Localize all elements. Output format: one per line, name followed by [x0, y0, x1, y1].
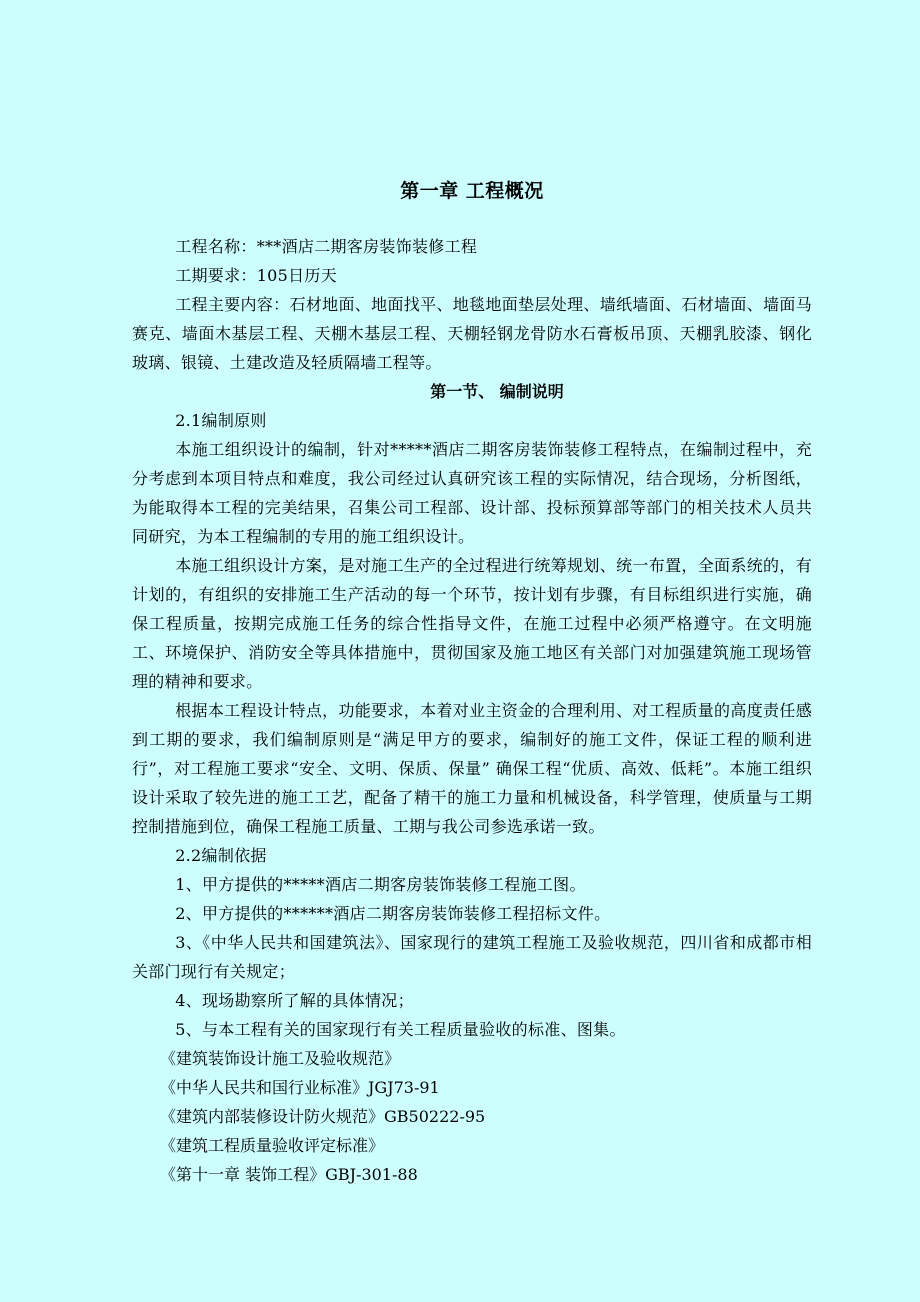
basis-heading: 2.2编制依据 — [175, 846, 267, 865]
reference-item: 《建筑工程质量验收评定标准》 — [160, 1136, 385, 1155]
chapter-title: 第一章 工程概况 — [400, 180, 544, 202]
basis-item: 3、《中华人民共和国建筑法》、国家现行的建筑工程施工及验收规范，四川省和成都市相关部门现行有关规定； — [132, 933, 812, 981]
reference-item: 《第十一章 装饰工程》GBJ-301-88 — [160, 1165, 418, 1184]
principles-paragraph: 根据本工程设计特点，功能要求，本着对业主资金的合理利用、对工程质量的高度责任感到工期的要求，我们编制原则是“满足甲方的要求，编制好的施工文件，保证工程的顺利进行”，对工程施工要求“安全、文明、保质、保量” 确保工程“优质、高效、低耗”。本施工组织设计采取了较先进的施工工艺，配备了精干的施工力量和机械设备，科学管理，使质量与工期控制措施到位，确保工程施工质量、工期与我公司参选承诺一致。 — [132, 701, 812, 836]
basis-item: 5、与本工程有关的国家现行有关工程质量验收的标准、图集。 — [175, 1020, 626, 1039]
basis-item: 2、甲方提供的******酒店二期客房装饰装修工程招标文件。 — [175, 904, 611, 923]
section-title: 第一节、 编制说明 — [430, 382, 564, 401]
basis-item: 1、甲方提供的*****酒店二期客房装饰装修工程施工图。 — [175, 875, 586, 894]
principles-paragraph: 本施工组织设计的编制，针对*****酒店二期客房装饰装修工程特点，在编制过程中，充分考虑到本项目特点和难度，我公司经过认真研究该工程的实际情况，结合现场，分析图纸，为能取得本工程的完美结果，召集公司工程部、设计部、投标预算部等部门的相关技术人员共同研究，为本工程编制的专用的施工组织设计。 — [132, 440, 812, 546]
project-scope: 工程主要内容：石材地面、地面找平、地毯地面垫层处理、墙纸墙面、石材墙面、墙面马赛克、墙面木基层工程、天棚木基层工程、天棚轻钢龙骨防水石膏板吊顶、天棚乳胶漆、钢化玻璃、银镜、土建改造及轻质隔墙工程等。 — [132, 295, 812, 372]
principles-paragraph: 本施工组织设计方案，是对施工生产的全过程进行统筹规划、统一布置，全面系统的，有计划的，有组织的安排施工生产活动的每一个环节，按计划有步骤，有目标组织进行实施，确保工程质量，按期完成施工任务的综合性指导文件，在施工过程中必须严格遵守。在文明施工、环境保护、消防安全等具体措施中，贯彻国家及施工地区有关部门对加强建筑施工现场管理的精神和要求。 — [132, 556, 812, 691]
reference-item: 《建筑内部装修设计防火规范》GB50222-95 — [160, 1107, 486, 1126]
project-name: 工程名称：***酒店二期客房装饰装修工程 — [175, 237, 478, 256]
document-body — [132, 172, 812, 1189]
basis-item: 4、现场勘察所了解的具体情况； — [175, 991, 414, 1010]
principles-heading: 2.1编制原则 — [175, 411, 267, 430]
reference-item: 《中华人民共和国行业标准》JGJ73-91 — [160, 1078, 440, 1097]
project-duration: 工期要求：105日历天 — [175, 266, 338, 285]
reference-item: 《建筑装饰设计施工及验收规范》 — [160, 1049, 401, 1068]
